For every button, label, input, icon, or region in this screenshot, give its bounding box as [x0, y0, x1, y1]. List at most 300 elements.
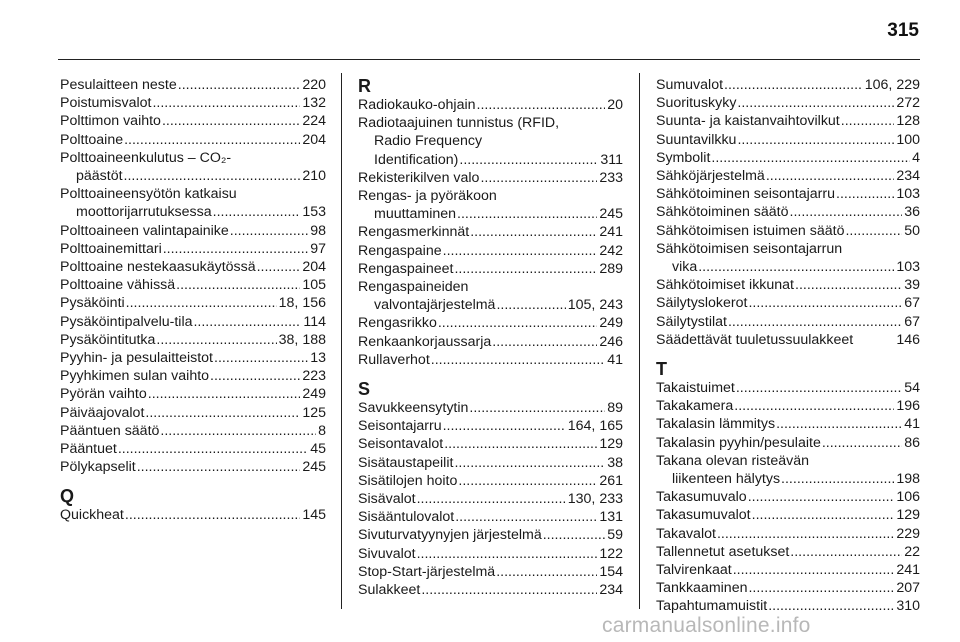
index-entry-row: [358, 260, 623, 278]
index-entry-pages: 198: [896, 471, 920, 488]
index-entry-row: [656, 506, 920, 524]
dot-leader: [736, 379, 902, 397]
index-entry: [60, 94, 326, 112]
index-entry: [656, 597, 920, 615]
dot-leader: [421, 581, 597, 599]
dot-leader: [717, 525, 894, 543]
index-entry-term: Quickheat: [60, 507, 124, 524]
dot-leader: [766, 167, 895, 185]
index-entry-row: [60, 349, 326, 367]
index-entry-pages: 289: [599, 260, 623, 277]
index-entry-pages: 86: [904, 434, 920, 451]
index-entry: [656, 131, 920, 149]
index-entry-term: Säilytyslokerot: [656, 295, 748, 312]
index-entry-row: [358, 151, 623, 169]
index-entry-term: Pääntuet: [60, 441, 117, 458]
dot-leader: [148, 385, 301, 403]
index-entry-row: [358, 333, 623, 351]
dot-leader: [214, 349, 308, 367]
index-entry-pages: 4: [912, 149, 920, 166]
index-entry-pages: 41: [607, 351, 623, 368]
index-entry-row: [656, 543, 920, 561]
index-entry-pages: 114: [303, 313, 326, 330]
dot-leader: [698, 258, 894, 276]
index-entry-pages: 196: [896, 398, 920, 415]
index-entry-row: [60, 203, 326, 221]
index-entry-row: [60, 404, 326, 422]
index-entry-pages: 224: [302, 113, 326, 130]
index-entry-term: Rengaspaine: [358, 242, 442, 259]
index-entry-term: Suorituskyky: [656, 95, 737, 112]
index-entry-term: Rengasrikko: [358, 315, 437, 332]
dot-leader: [822, 434, 902, 452]
index-entry-term: Sisätilojen hoito: [358, 472, 458, 489]
index-entry: [60, 258, 326, 276]
index-entry-row: [358, 472, 623, 490]
index-entry-row: [656, 294, 920, 312]
index-entry: [656, 222, 920, 240]
index-entry-pages: 207: [896, 580, 920, 597]
index-entry-row: [60, 76, 326, 94]
index-entry-term: Polttoainemittari: [60, 240, 162, 257]
dot-leader: [470, 223, 597, 241]
column-rule: [341, 73, 342, 609]
index-entry: [656, 167, 920, 185]
index-entry: [656, 294, 920, 312]
index-entry-row: [358, 205, 623, 223]
dot-leader: [768, 597, 894, 615]
index-entry-row: [656, 203, 920, 221]
index-entry-row: [60, 258, 326, 276]
index-entry-pages: 38, 188: [278, 331, 326, 348]
dot-leader: [496, 563, 597, 581]
index-entry-term: Sisävalot: [358, 491, 416, 508]
index-group-q: [60, 506, 326, 524]
index-entry: [358, 399, 623, 417]
index-entry: [656, 185, 920, 203]
dot-leader: [443, 417, 566, 435]
index-entry-term: Pesulaitteen neste: [60, 77, 177, 93]
index-entry: [656, 331, 920, 349]
header-rule: [58, 59, 920, 60]
index-entry-pages: 154: [599, 563, 623, 580]
index-entry-pages: 132: [302, 95, 326, 112]
index-entry-row: [60, 167, 326, 185]
index-entry-pages: 106: [896, 489, 920, 506]
dot-leader: [163, 240, 308, 258]
index-entry-pages: 97: [310, 240, 326, 257]
index-entry: [60, 458, 326, 476]
index-entry-term: Suuntavilkku: [656, 131, 737, 148]
index-entry-term: Pölykapselit: [60, 459, 136, 476]
index-entry-term: Pysäköintipalvelu-tila: [60, 313, 193, 330]
dot-leader: [444, 435, 597, 453]
index-entry-term: Sähkötoiminen seisontajarru: [656, 186, 836, 203]
index-entry: [358, 508, 623, 526]
index-entry-pages: 261: [599, 472, 623, 489]
index-entry-row: [358, 563, 623, 581]
section-letter-s: S: [358, 379, 371, 400]
dot-leader: [836, 185, 894, 203]
index-entry-pages: 105: [302, 277, 326, 294]
dot-leader: [162, 112, 300, 130]
index-entry-term: Sulakkeet: [358, 582, 421, 599]
index-entry: [60, 222, 326, 240]
index-entry-pages: 39: [904, 277, 920, 294]
index-entry-pages: 8: [318, 422, 326, 439]
index-entry-row: [656, 222, 920, 240]
index-entry-term: Sumuvalot: [656, 77, 724, 93]
index-entry-row: [358, 351, 623, 369]
index-entry-row: [358, 169, 623, 187]
index-group-r: [358, 96, 623, 369]
index-entry-pages: 229: [896, 525, 920, 542]
dot-leader: [734, 397, 894, 415]
index-entry-term-cont: päästöt: [76, 168, 123, 185]
index-entry-term: Sivuturvatyynyjen järjestelmä: [358, 527, 542, 544]
index-entry: [60, 185, 326, 221]
dot-leader: [230, 222, 308, 240]
index-entry-pages: 234: [599, 582, 623, 599]
index-entry-term: Sähköjärjestelmä: [656, 168, 765, 185]
index-entry-term: Polttoaine vähissä: [60, 277, 176, 294]
index-entry-term: Sähkötoimiset ikkunat: [656, 277, 795, 294]
index-entry: [60, 313, 326, 331]
index-entry: [656, 203, 920, 221]
index-entry-row: [60, 458, 326, 476]
index-entry: [358, 314, 623, 332]
dot-leader: [457, 205, 597, 223]
index-entry: [358, 333, 623, 351]
index-entry: [358, 454, 623, 472]
dot-leader: [737, 94, 894, 112]
index-entry-row: [656, 379, 920, 397]
dot-leader: [124, 167, 301, 185]
index-column-2: [358, 76, 623, 599]
index-group-p: [60, 76, 326, 476]
dot-leader: [790, 543, 902, 561]
index-entry: [656, 313, 920, 331]
index-entry: [656, 488, 920, 506]
index-entry: [60, 404, 326, 422]
index-entry: [656, 561, 920, 579]
index-entry-row: [656, 488, 920, 506]
index-entry-term: Pysäköinti: [60, 295, 125, 312]
index-entry-row: [60, 222, 326, 240]
dot-leader: [193, 313, 301, 331]
index-entry-term: Takasumuvalot: [656, 507, 751, 524]
index-entry-row: [60, 367, 326, 385]
index-entry: [60, 367, 326, 385]
index-entry-term: Sähkötoimisen istuimen säätö: [656, 222, 845, 239]
index-entry-row: [656, 167, 920, 185]
index-entry: [656, 525, 920, 543]
index-entry-pages: 67: [904, 313, 920, 330]
dot-leader: [480, 169, 597, 187]
index-entry-pages: 153: [302, 204, 326, 221]
dot-leader: [841, 112, 895, 130]
index-entry-row: [60, 112, 326, 130]
dot-leader: [178, 76, 301, 94]
index-entry-term-cont: moottorijarrutuksessa: [76, 204, 212, 221]
section-letter-q: Q: [60, 486, 75, 507]
dot-leader: [454, 260, 597, 278]
dot-leader: [711, 149, 910, 167]
index-entry-row: [60, 385, 326, 403]
index-entry-row: [60, 440, 326, 458]
index-entry-term: Pyörän vaihto: [60, 386, 147, 403]
index-entry-pages: 146: [896, 331, 920, 348]
index-entry-term: Sisääntulovalot: [358, 509, 455, 526]
index-entry: [60, 440, 326, 458]
index-entry: [358, 260, 623, 278]
index-entry-pages: 106, 229: [864, 77, 920, 93]
index-entry: [60, 422, 326, 440]
index-entry: [60, 112, 326, 130]
index-entry: [656, 94, 920, 112]
index-entry-row: [60, 422, 326, 440]
index-entry-pages: 245: [302, 459, 326, 476]
index-entry-row: [656, 94, 920, 112]
dot-leader: [137, 458, 301, 476]
index-entry-pages: 242: [599, 242, 623, 259]
index-entry: [656, 397, 920, 415]
index-entry-pages: 98: [310, 222, 326, 239]
index-entry-term: Pysäköintitutka: [60, 331, 156, 348]
index-entry-row: [358, 399, 623, 417]
dot-leader: [126, 294, 277, 312]
index-entry-pages: 129: [599, 436, 623, 453]
index-entry: [60, 385, 326, 403]
index-entry-row: [656, 185, 920, 203]
dot-leader: [213, 203, 301, 221]
index-entry-row: [656, 131, 920, 149]
dot-leader: [455, 508, 597, 526]
index-entry-term: Radiokauko-ohjain: [358, 97, 476, 113]
index-entry-row: [358, 296, 623, 314]
dot-leader: [210, 367, 300, 385]
index-entry-pages: 220: [302, 77, 326, 93]
index-entry-pages: 38: [607, 454, 623, 471]
index-entry: [656, 506, 920, 524]
index-entry-term: Säilytystilat: [656, 313, 727, 330]
index-entry-row: [358, 417, 623, 435]
index-entry-row: [656, 76, 920, 94]
index-entry-term: Tankkaaminen: [656, 580, 748, 597]
page-number: 315: [887, 20, 919, 41]
index-entry: [358, 545, 623, 563]
index-entry-row: [60, 276, 326, 294]
index-entry-row: [656, 579, 920, 597]
index-entry-term: Rengasmerkinnät: [358, 224, 470, 241]
index-entry-row: [656, 258, 920, 276]
dot-leader: [543, 526, 605, 544]
dot-leader: [438, 314, 597, 332]
index-entry-row: [358, 526, 623, 544]
index-entry-pages: 128: [896, 113, 920, 130]
index-entry-pages: 204: [302, 259, 326, 276]
index-entry-row: [358, 96, 623, 114]
index-entry-pages: 233: [599, 169, 623, 186]
index-entry-pages: 103: [896, 186, 920, 203]
index-entry-pages: 131: [599, 509, 623, 526]
index-entry-term: Takalasin lämmitys: [656, 416, 776, 433]
index-entry-term-cont: Identification): [374, 151, 459, 168]
dot-leader: [752, 506, 895, 524]
index-entry: [358, 563, 623, 581]
index-entry-term: Polttoaine nestekaasukäytössä: [60, 259, 256, 276]
index-entry: [358, 242, 623, 260]
dot-leader: [776, 415, 902, 433]
index-entry-row: [656, 415, 920, 433]
index-entry-row: [358, 454, 623, 472]
index-entry-term: Pääntuen säätö: [60, 422, 160, 439]
index-entry: [60, 240, 326, 258]
index-entry: [656, 415, 920, 433]
index-entry-term: Tapahtumamuistit: [656, 598, 768, 615]
dot-leader: [160, 422, 316, 440]
index-entry-term: Poistumisvalot: [60, 95, 152, 112]
index-entry-row: [60, 506, 326, 524]
dot-leader: [737, 131, 894, 149]
index-entry-pages: 122: [599, 545, 623, 562]
index-entry: [358, 526, 623, 544]
dot-leader: [125, 506, 300, 524]
dot-leader: [118, 440, 308, 458]
index-entry-pages: 245: [599, 206, 623, 223]
index-entry: [358, 278, 623, 314]
dot-leader: [156, 331, 276, 349]
dot-leader: [469, 399, 605, 417]
index-entry: [60, 276, 326, 294]
index-entry-term: Rengaspaineet: [358, 260, 454, 277]
dot-leader: [477, 96, 606, 114]
index-entry-term: Stop-Start-järjestelmä: [358, 563, 496, 580]
index-entry-row: [60, 294, 326, 312]
dot-leader: [152, 94, 300, 112]
index-entry: [656, 112, 920, 130]
dot-leader: [748, 579, 894, 597]
dot-leader: [724, 76, 863, 94]
index-entry: [656, 543, 920, 561]
index-entry-term: Takalasin pyyhin/pesulaite: [656, 434, 821, 451]
index-entry: [358, 187, 623, 223]
index-entry-pages: 164, 165: [567, 418, 623, 435]
dot-leader: [790, 203, 903, 221]
dot-leader: [431, 351, 605, 369]
index-entry-row: [656, 112, 920, 130]
index-entry-pages: 246: [599, 333, 623, 350]
dot-leader: [781, 470, 894, 488]
index-entry-row: [656, 561, 920, 579]
index-entry: [60, 294, 326, 312]
index-entry-row: [656, 149, 920, 167]
index-entry-row: [656, 597, 920, 615]
index-entry: [60, 349, 326, 367]
index-entry-pages: 249: [599, 315, 623, 332]
index-entry-pages: 311: [600, 151, 623, 168]
index-entry-term: Takaistuimet: [656, 380, 735, 397]
index-entry-pages: 20: [607, 97, 623, 113]
index-entry-row: [358, 490, 623, 508]
index-entry-pages: 145: [302, 507, 326, 524]
index-entry: [358, 417, 623, 435]
column-rule: [639, 73, 640, 609]
index-entry-pages: 41: [904, 416, 920, 433]
index-entry-pages: 241: [896, 562, 920, 579]
index-entry-row: [60, 131, 326, 149]
index-entry-row: [656, 470, 920, 488]
index-entry-pages: 272: [896, 95, 920, 112]
index-entry-pages: 130, 233: [567, 491, 623, 508]
index-entry-term: Talvirenkaat: [656, 562, 732, 579]
index-entry: [358, 472, 623, 490]
index-entry-row: [60, 313, 326, 331]
index-entry-pages: 223: [302, 368, 326, 385]
dot-leader: [496, 296, 565, 314]
index-entry-pages: 105, 243: [567, 297, 623, 314]
index-entry: [358, 114, 623, 169]
index-entry-term: Pyyhin- ja pesulaitteistot: [60, 350, 213, 367]
index-entry-pages: 89: [607, 400, 623, 417]
index-entry-row: [358, 242, 623, 260]
dot-leader: [459, 151, 598, 169]
dot-leader: [417, 545, 598, 563]
index-entry-row: [358, 435, 623, 453]
index-entry-row: [656, 331, 920, 349]
index-entry: [656, 452, 920, 488]
index-entry-term: Päiväajovalot: [60, 404, 145, 421]
index-entry-term: Symbolit: [656, 149, 711, 166]
index-entry: [60, 506, 326, 524]
index-entry-term-cont: valvontajärjestelmä: [374, 297, 496, 314]
index-entry-pages: 36: [904, 204, 920, 221]
dot-leader: [417, 490, 566, 508]
index-entry: [60, 149, 326, 185]
watermark-text: carmanualsonline.info: [602, 614, 811, 637]
index-entry-row: [60, 240, 326, 258]
index-entry-pages: 249: [302, 386, 326, 403]
index-entry-pages: 310: [896, 598, 920, 615]
section-letter-r: R: [358, 76, 371, 96]
index-entry-term-cont: Radio Frequency: [374, 133, 483, 150]
dot-leader: [145, 404, 300, 422]
index-entry-pages: 22: [904, 543, 920, 560]
index-entry: [656, 149, 920, 167]
index-entry-term: Sähkötoiminen säätö: [656, 204, 789, 221]
index-entry-term: Polttoaineensyötön katkaisu: [60, 186, 237, 203]
index-entry-row: [358, 545, 623, 563]
index-entry-row: [60, 94, 326, 112]
dot-leader: [454, 454, 605, 472]
index-entry-term: Sivuvalot: [358, 545, 416, 562]
index-entry-pages: 241: [599, 224, 623, 241]
index-entry-term: Polttoaineen valintapainike: [60, 222, 229, 239]
dot-leader: [733, 561, 895, 579]
index-entry: [358, 351, 623, 369]
dot-leader: [748, 488, 895, 506]
index-entry: [656, 579, 920, 597]
index-group-t: [656, 379, 920, 616]
index-entry: [358, 96, 623, 114]
index-entry-row: [358, 314, 623, 332]
index-entry-term: Rullaverhot: [358, 351, 430, 368]
index-entry-term-cont: vika: [672, 259, 698, 276]
index-entry-term: Rekisterikilven valo: [358, 169, 480, 186]
index-entry-term: Takasumuvalo: [656, 489, 747, 506]
index-entry: [656, 379, 920, 397]
index-entry-pages: 103: [896, 259, 920, 276]
